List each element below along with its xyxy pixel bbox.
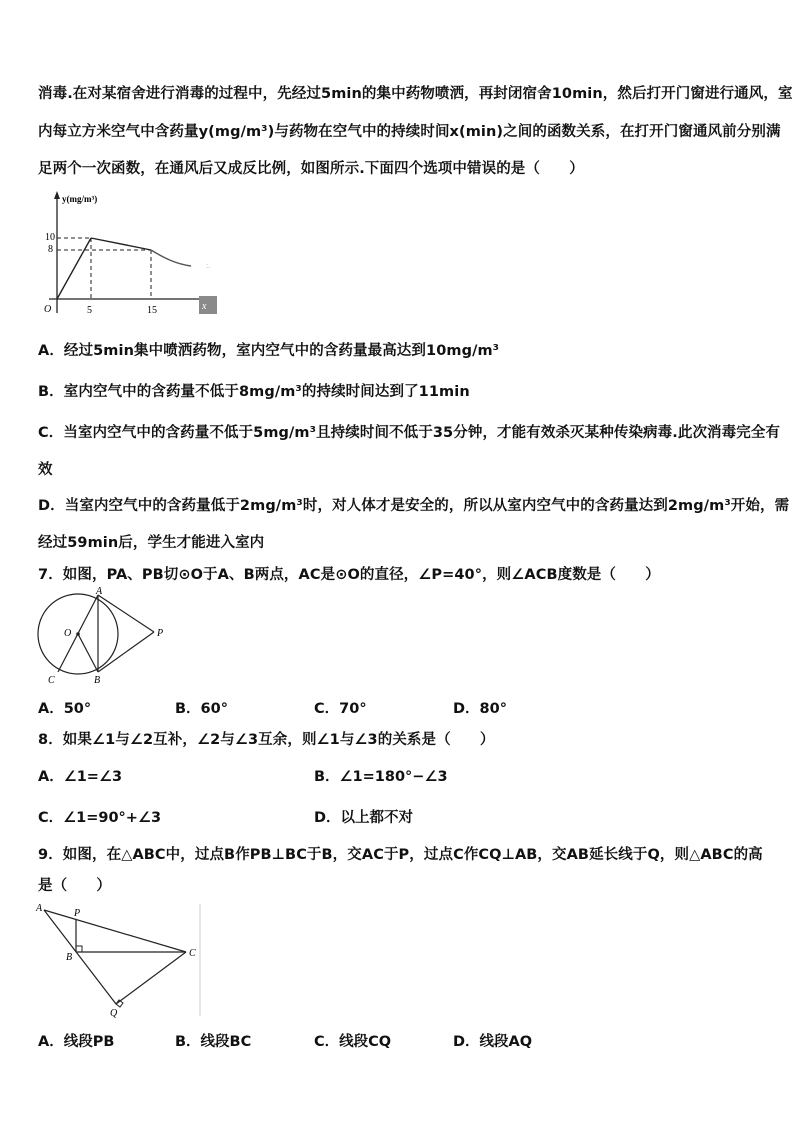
segment-ac — [44, 910, 186, 952]
graph-xlabel: x — [202, 301, 207, 312]
label-p: P — [157, 628, 164, 639]
graph-ytick-8: 8 — [48, 244, 53, 255]
q9-option-c: C．线段CQ — [314, 1034, 392, 1050]
graph-inverse-curve — [151, 250, 191, 266]
q9-option-a: A．线段PB — [38, 1034, 115, 1050]
q7-figure — [34, 586, 174, 686]
tangent-pa — [98, 595, 154, 632]
q6-graph — [34, 188, 224, 323]
q8-option-d: D．以上都不对 — [314, 810, 414, 826]
graph-xtick-15: 15 — [147, 305, 157, 316]
graph-origin-label: O — [44, 304, 52, 315]
label-a: A — [96, 586, 103, 597]
segment-aq — [44, 910, 116, 1004]
q7-option-a: A．50° — [38, 701, 92, 717]
q8-option-c: C．∠1=90°+∠3 — [38, 810, 162, 826]
q6-stem-line2: 内每立方米空气中含药量y(mg/m³)与药物在空气中的持续时间x(min)之间的函数关系，在打开门窗通风前分别满 — [38, 124, 781, 140]
q8-option-b: B．∠1=180°−∠3 — [314, 769, 448, 785]
label-b: B — [94, 675, 101, 686]
q6-option-a: A．经过5min集中喷洒药物，室内空气中的含药量最高达到10mg/m³ — [38, 343, 500, 359]
q6-stem-line1: 消毒.在对某宿舍进行消毒的过程中，先经过5min的集中药物喷洒，再封闭宿舍10min，然后打开门窗进行通风，室 — [38, 86, 793, 102]
segment-cq — [116, 952, 186, 1004]
label-c: C — [48, 675, 55, 686]
q6-option-b: B．室内空气中的含药量不低于8mg/m³的持续时间达到了11min — [38, 384, 470, 400]
label-p: P — [74, 908, 81, 919]
graph-rise-segment — [57, 238, 91, 299]
q7-option-c: C．70° — [314, 701, 367, 717]
graph-ytick-10: 10 — [45, 232, 55, 243]
q7-option-d: D．80° — [453, 701, 507, 717]
q6-stem-line3: 足两个一次函数，在通风后又成反比例，如图所示.下面四个选项中错误的是（ ） — [38, 161, 584, 177]
q9-option-b: B．线段BC — [175, 1034, 252, 1050]
right-angle-mark-b — [76, 946, 82, 952]
label-a: A — [36, 903, 43, 914]
graph-artifact-mark: :. — [206, 261, 211, 270]
q9-stem-line1: 9．如图，在△ABC中，过点B作PB⊥BC于B，交AC于P，过点C作CQ⊥AB，交AB延长线于Q，则△ABC的高 — [38, 847, 763, 863]
q6-option-d-line2: 经过59min后，学生才能进入室内 — [38, 535, 265, 551]
label-o: O — [64, 628, 72, 639]
q8-stem: 8．如果∠1与∠2互补，∠2与∠3互余，则∠1与∠3的关系是（ ） — [38, 732, 495, 748]
q9-figure — [34, 900, 204, 1018]
q7-option-b: B．60° — [175, 701, 228, 717]
label-c: C — [189, 948, 196, 959]
tangent-pb — [98, 632, 154, 672]
label-b: B — [66, 952, 73, 963]
q6-option-c-line1: C．当室内空气中的含药量不低于5mg/m³且持续时间不低于35分钟，才能有效杀灭某种传染病毒.此次消毒完全有 — [38, 425, 781, 441]
q7-stem: 7．如图，PA、PB切⊙O于A、B两点，AC是⊙O的直径，∠P=40°，则∠ACB度数是（ ） — [38, 567, 660, 583]
q9-option-d: D．线段AQ — [453, 1034, 533, 1050]
label-q: Q — [110, 1008, 118, 1018]
graph-decline-segment — [91, 238, 151, 250]
q8-option-a: A．∠1=∠3 — [38, 769, 123, 785]
segment-ob — [78, 634, 98, 672]
q6-option-c-line2: 效 — [38, 462, 53, 478]
graph-xtick-5: 5 — [87, 305, 92, 316]
y-axis-arrow — [54, 191, 60, 199]
center-dot — [76, 632, 80, 636]
graph-ylabel: y(mg/m³) — [62, 194, 98, 204]
q9-stem-line2: 是（ ） — [38, 878, 111, 894]
q6-option-d-line1: D．当室内空气中的含药量低于2mg/m³时，对人体才是安全的，所以从室内空气中的含药量达到2mg/m³开始，需 — [38, 498, 790, 514]
